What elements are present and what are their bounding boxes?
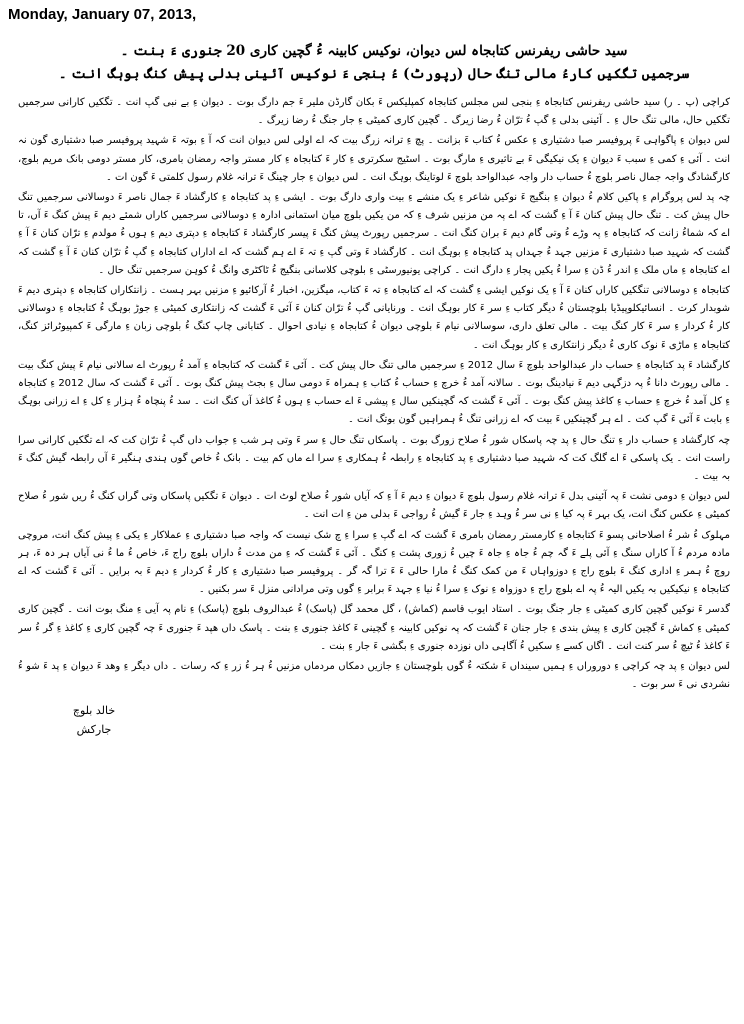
date-line: Monday, January 07, 2013,	[8, 6, 197, 23]
headline	[18, 40, 730, 86]
paragraph-10: لس دیوان ءِ پد چہ کراچی ءِ دوروراں ءِ ہمیں سینداں ءَ شکتہ ءُ گوں بلوچستان ءِ جازیں دمکاں مردماں مزنیں ءُ ہر ءُ زر ءِ کہ رسات ۔ داں دیگر ءِ وھد ءَ دیوان ءِ پد ءَ شو ءُ نشردی نی ءَ سر بوت ۔	[18, 661, 730, 691]
paragraph-6: چہ کارگشاد ءِ حساب دار ءِ تنگ حال ءِ پد چہ پاسکاں شور ءُ صلاح زورگ بوت ۔ پاسکاں تنگ حال ءِ سر ءَ وتی ہر شب ءِ جواب داں گپ ءُ ترّان کت کہ اے تگکیں کارانی سرا راست انت ۔ یک پاسکی ءَ اے گلگ کت کہ شہید صبا دشتیاری ءِ پد کتابجاہ ءِ رابطہ ءُ ہمکاری ءِ سرا اے ماں کم بیت ۔ بانک ءُ خاص گوں ہندی ہنگیر ءَ آں رابطہ گیش کنگ ءَ بہ بیت ۔	[18, 434, 730, 483]
paragraph-3: چہ پد لس پروگرام ءِ پاکیں کلام ءُ دیوان ءِ بنگیج ءَ نوکیں شاعر ءِ یک منشے ءِ بیت واری دارگ بوت ۔ ایشی ءِ پد کتابجاہ ءِ کارگشاد ءَ جمال ناصر ءَ دوسالانی سرجمیں تنگ حال پیش کت ۔ تنگ حال پیش کنان ءَ آ ءِ گشت کہ اے پہ من مزنیں شرف ءِ کہ من یکیں بلوچ میان استمانی ادارہ ءِ دوسالانی سرجمیں کاراں شمئے دیم ءَ پیش کنگ ءَ آں، تا اے کہ شماءُ زانت کہ کتابجاہ ءِ پہ وڑے ءُ وتی گام دیم ءَ بران کنگ انت ۔ سرجمیں رپورٹ پیش کنگ ءَ پیسر کارگشاد ءَ کتابجاہ ءِ دپتری دیم ءِ ہوں ءُ مولدم ءِ ترّان کنان ءَ آ ءِ گشت کہ شہید صبا دشتیاری ءَ مزنیں جہد ءُ جہداں پد کتابجاہ ءِ بوہگ انت ۔ کارگشاد ءَ وتی گپ ءِ تہ ءَ اے ہم گشت کہ اے اداراں کتابجاہ ءِ گپ ءُ ترّان کنان ءَ آ ءِ گشت کہ اے کتابجاہ ءِ ماں ملک ءِ اندر ءُ ڈن ءِ سرا ءُ یکیں پجار ءِ دارگ انت ۔ کراچی یونیورسٹی ءِ بلوچی کلاسانی بنگیج ءُ ٹاکٹری وانگ ءُ کوہن سرجمیں تنگ حال ۔	[18, 192, 730, 276]
paragraph-4: کتابجاہ ءِ دوسالانی تنگکیں کاراں کنان ءَ آ ءِ یک نوکیں ایشی ءِ گشت کہ اے کتابجاہ ءِ تہ ءَ کتاب، میگزین، اخبار ءُ آرکائیو ءِ مزنیں بہر ہست ۔ زانتکاراں کتابجاہ ءِ دپتری دیم ءَ شوبدار کرت ۔ انسائیکلوپیڈیا بلوچستان ءُ دیگر کتاب ءِ سر ءَ کار بوہگ انت ۔ ورنایانی گپ ءُ ترّان کنان ءَ آئی ءَ گشت کہ زانتکاری کمیٹی ءِ جوڑ بوہگ ءُ کتابجاہ ءِ دوسالانی کار ءُ کردار ءِ سر ءَ کار کنگ بیت ۔ مالی تعلق داری، سوسالانی نیام ءَ بلوچی دیوان ءُ کتابجاہ ءِ نیادی احوال ۔ کتابانی چاپ کنگ ءُ بلوچی زبان ءِ مارگی ءَ کمپیوٹرائز کنگ، کتابجاہ ءِ ماڑی ءَ نوک کاری ءُ دیگر زانتکاری ءِ کار بوہگ انت ۔	[18, 285, 730, 351]
paragraph-2: لس دیوان ءِ پاگواہی ءَ پروفیسر صبا دشتیاری ءِ عکس ءُ کتاب ءَ بزانت ۔ پچ ءِ ترانہ زرگ بیت کہ اے اولی لس دیوان انت کہ آ ءِ بوتہ ءَ شہید پروفیسر صبا دشتیاری گون نہ انت ۔ آئی ءِ کمی ءِ سبب ءَ دیوان ءِ یک نیکیگی ءَ بے تاثیری ءِ مارگ بوت ۔ اسٹیج سکرتری ءِ کار ءَ کتابجاہ ءِ کار مستر واجہ رمضان بامری، کار مستر دومی بانک مریم بلوچ، کارگشادگ واجہ جمال ناصر بلوچ ءُ حساب دار واجہ عبدالواحد بلوچ ءَ لوتاینگ بوہگ انت ۔ لس دیوان ءِ جار چینگ ءَ ترانہ غلام رسول کلمتی ءَ گون ات ۔	[18, 135, 730, 183]
article	[18, 40, 730, 1024]
paragraph-1: کراچی (پ ۔ ر) سید حاشی ریفرنس کتابجاہ ءِ بنجی لس مجلس کتابجاہ کمپلیکس ءَ بکان گارڈن ملیر ءَ جم دارگ بوت ۔ دیوان ءِ بے نبی گپ انت ۔ تگکیں کارانی سرجمیں تگکیں حال، مالی تنگ حال ءِ ۔ آئینی بدلی ءِ گپ ءُ ترّان ءُ رضا زیرگ ۔ گچین کاری کمیٹی ءِ جار جنگ ءُ رضا زیرگ ۔	[18, 97, 730, 127]
paragraph-9: گدسر ءَ نوکیں گچین کاری کمیٹی ءِ جار جنگ بوت ۔ استاد ایوب قاسم (کماش) ، گل محمد گل (پاسک) ءُ عبدالروف بلوچ (پاسک) ءِ نام پہ آیی ءِ منگ بوت انت ۔ گچین کاری کمیٹی ءِ کماش ءَ گچین کاری ءِ پیش بندی ءِ جار جنان ءَ گشت کہ پہ نوکیں کابینہ ءِ گچینی ءَ کاغذ جنوری ءِ بنت ۔ پاسک داں ھپد ءَ جنوری ءَ چہ گچین کاری ءِ کاغذ ءِ گر ءُ سر ءَ کاغذ ءُ ٹیچ ءُ سر کنت انت ۔ اگاں کسے ءِ سکیں ءُ آگاہی داں نوزدہ جنوری ءِ بگشی ءَ جار ءِ بنت ۔	[18, 604, 730, 652]
paragraph-5: کارگشاد ءَ پد کتابجاہ ءِ حساب دار عبدالواحد بلوچ ءَ سال 2012 ءِ سرجمیں مالی تنگ حال پیش کت ۔ آئی ءَ گشت کہ کتابجاہ ءِ آمد ءُ رپورٹ اے سالانی نیام ءَ پیش کنگ بیت ۔ مالی رپورٹ دانا ءُ پہ دزگہی دیم ءَ نیادینگ بوت ۔ سالانہ آمد ءُ خرچ ءِ حساب ءُ کتاب ءِ ہمراہ ءَ دومی سال ءِ بجٹ پیش کنگ بوت ۔ آئی ءَ گشت کہ سال 2012 ءِ کتابجاہ ءِ کل آمد ءُ خرچ ءِ حساب ءِ کاغذ پیش کنگ بوت ۔ آئی ءَ گشت کہ گچینکیں سال ءِ پیشی ءَ اے حساب ءِ ہوں ءُ کاغذ آں کنگ انت ۔ سد ءُ پنچاہ ءُ ہزار ءِ کل ءِ اے زرانی بوہگ ءِ بابت ءَ آئی ءَ گپ کت ۔ اے ہر گچینکیں ءَ بیت کہ اے زرانی تنگ ءُ ہمراہیں گون بوتگ انت ۔	[18, 359, 730, 426]
signature	[18, 701, 730, 739]
headline-line-1: سید حاشی ریفرنس کتابجاہ لس دیوان، نوکیس کابینہ ءُ گچین کاری 20 جنوری ءَ بنت ۔	[120, 43, 628, 59]
signature-name: خالد بلوچ	[72, 703, 116, 717]
headline-line-2: سرجمیں تگکیں کارءُ مالی تنگ حال (رپورٹ) ءُ بنجی ءَ نوکیس آئینی بدلی پیش کنگ بوہگ انت ۔	[58, 66, 690, 82]
paragraph-7: لس دیوان ءِ دومی نشت ءَ پہ آئینی بدل ءَ ترانہ غلام رسول بلوچ ءَ دیوان ءِ دیم ءَ آ ءِ کہ آیاں شور ءُ صلاح لوٹ ات ۔ دیوان ءَ تگکیں پاسکاں وتی گراں کنگ ءُ ریں شور ءُ صلاح کمیٹی ءِ عکس کنگ انت، یک بہر ءَ پہ کیا ءِ نی سر ءُ وہد ءِ جار ءَ گیش ءُ رواجی ءَ بدلی من ءِ ات انت ۔	[18, 491, 730, 521]
paragraph-8: مہلوک ءُ شر ءُ اصلاحانی پسو ءَ کتابجاہ ءِ کارمستر رمضان بامری ءَ گشت کہ اے گپ ءِ سرا ءِ چ شک نیست کہ واجہ صبا دشتیاری ءِ عملاکار ءِ یکی ءِ پیش کنگ انت، مروچی مادہ مردم ءُ آ کاراں سنگ ءِ آئی پلے ءَ گہ چم ءُ جاہ ءِ جاہ ءَ چیں ءُ زوری پشت ءِ کنگ ۔ آئی ءَ گشت کہ ءِ من مدت ءُ داراں بلوچ راج ءَ، خاص ءُ ما ءُ نی آیاں ہر دہ ءَ، ہر روچ ءُ ہمر ءِ اداری کنگ ءَ بلوچ راج ءِ دوزواہاں ءَ من کمک کنگ ءُ مارا حالی ءَ ءَ ترا گہ گر ۔ پروفیسر صبا دشتیاری ءِ کار ءُ کردار ءِ دیم ءَ بہ برایں ۔ آئی ءَ گشت کہ اے کتابجاہ ءِ نیکیکیں بہ یکیں الیہ ءُ پہ اے بلوچ راج ءِ دوزواہ ءِ نوک ءِ سرا ءُ نیا ءِ جہد ءَ برابر ءِ گوں وتی مرادانی منزل ءَ سر بکنیں ۔	[18, 529, 730, 596]
signature-place: جارکش	[76, 722, 112, 736]
